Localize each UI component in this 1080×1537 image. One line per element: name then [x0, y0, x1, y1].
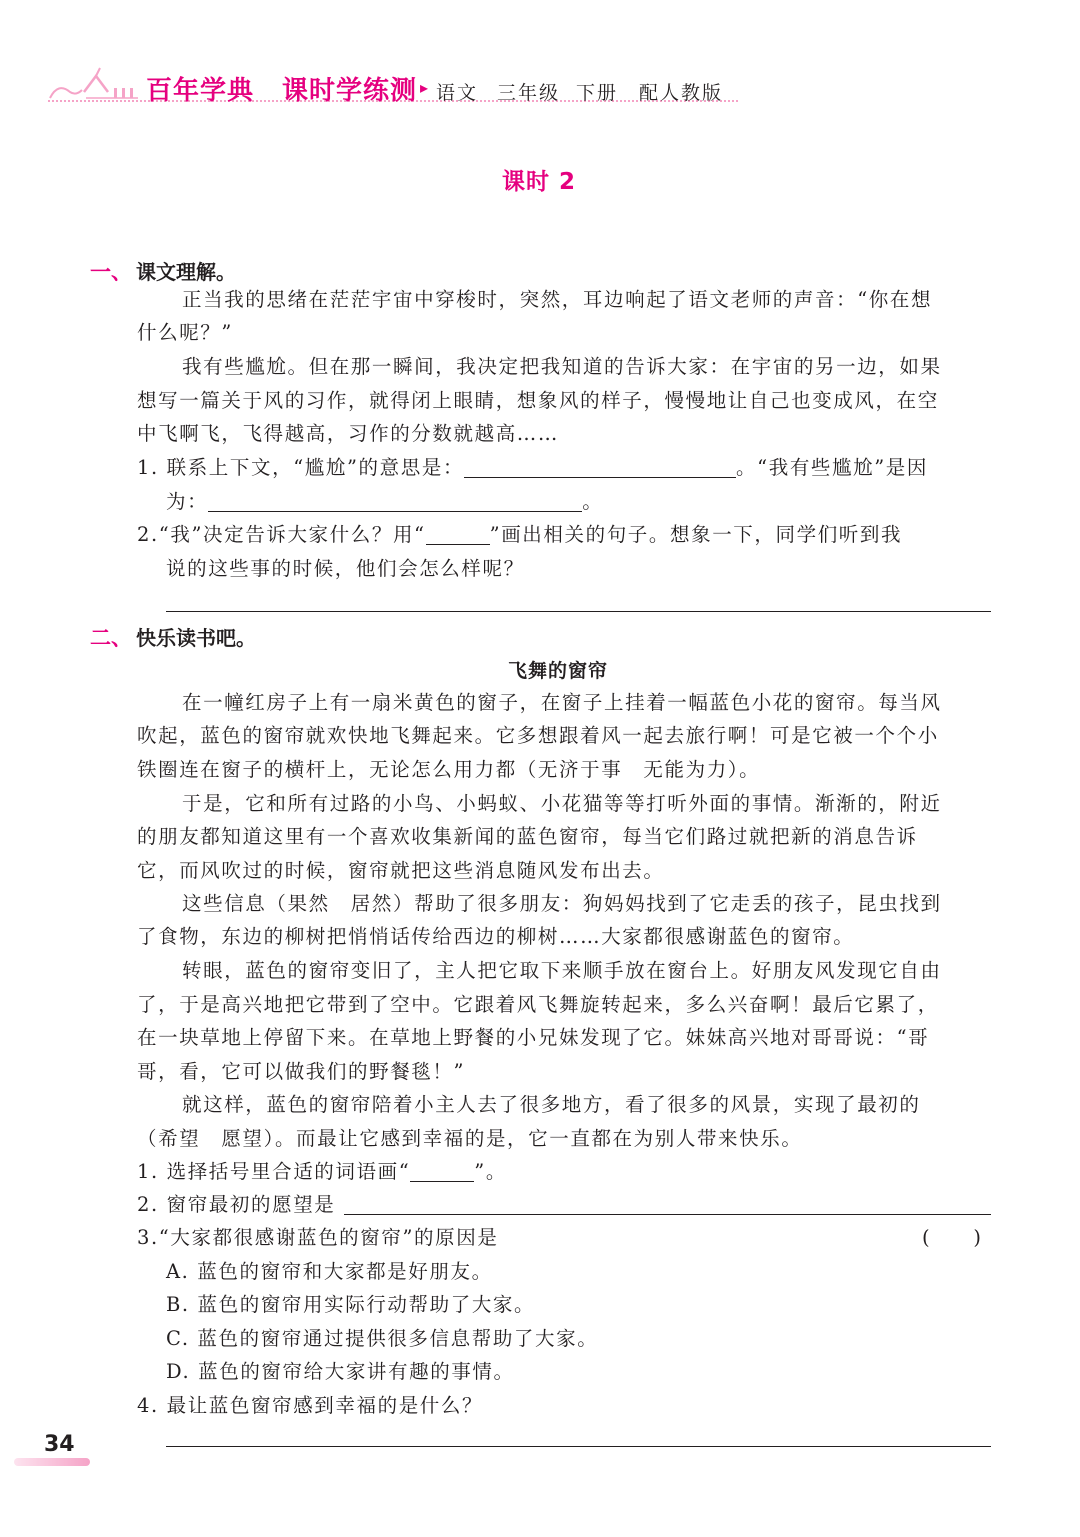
story-line: 了，于是高兴地把它带到了空中。它跟着风飞舞旋转起来，多么兴奋啊！最后它累了， — [137, 993, 939, 1016]
section1-paragraph1-line1: 正当我的思绪在茫茫宇宙中穿梭时，突然，耳边响起了语文老师的声音：“你在想 — [182, 288, 933, 311]
section2-question3: 3.“大家都很感谢蓝色的窗帘”的原因是 — [137, 1226, 499, 1249]
question1-text-a: 1. 联系上下文，“尴尬”的意思是： — [137, 456, 465, 479]
page-number: 34 — [44, 1432, 75, 1457]
header-volume: 下册 — [576, 82, 619, 104]
answer-line-question4[interactable] — [166, 1446, 991, 1447]
section2-question4: 4. 最让蓝色窗帘感到幸福的是什么？ — [137, 1394, 484, 1417]
story-line: 的朋友都知道这里有一个喜欢收集新闻的蓝色窗帘，每当它们路过就把新的消息告诉 — [137, 825, 918, 848]
header-grade: 三年级 — [497, 82, 561, 104]
question2-text-a: 2.“我”决定告诉大家什么？用“ — [137, 523, 426, 546]
story-line: 这些信息（果然 居然）帮助了很多朋友：狗妈妈找到了它走丢的孩子，昆虫找到 — [182, 892, 942, 915]
story-line: 铁圈连在窗子的横杆上，无论怎么用力都（无济于事 无能为力）。 — [137, 758, 761, 781]
story-line: 转眼，蓝色的窗帘变旧了，主人把它取下来顺手放在窗台上。好朋友风发现它自由 — [182, 959, 942, 982]
answer-line-question2[interactable] — [166, 611, 991, 612]
question2-text-b: ”画出相关的句子。想象一下，同学们听到我 — [489, 523, 903, 546]
header-brand: 百年学典 — [146, 76, 255, 106]
header-subject: 语文 — [436, 82, 479, 104]
story-line: （希望 愿望）。而最让它感到幸福的是，它一直都在为别人带来快乐。 — [137, 1127, 803, 1150]
section1-question2-cont: 说的这些事的时候，他们会怎么样呢？ — [166, 557, 525, 580]
header-series: 课时学练测 — [282, 76, 418, 106]
answer-blank-reason[interactable] — [208, 489, 582, 512]
story-line: 于是，它和所有过路的小鸟、小蚂蚁、小花猫等等打听外面的事情。渐渐的，附近 — [182, 792, 942, 815]
section1-question1 — [137, 451, 928, 484]
story-line: 它，而风吹过的时候，窗帘就把这些消息随风发布出去。 — [137, 859, 665, 882]
question1-text-b: 。“我有些尴尬”是因 — [736, 456, 928, 479]
option-b[interactable]: B. 蓝色的窗帘用实际行动帮助了大家。 — [166, 1293, 536, 1316]
section2-number: 二、 — [90, 626, 132, 650]
option-a[interactable]: A. 蓝色的窗帘和大家都是好朋友。 — [166, 1260, 493, 1283]
answer-blank-meaning[interactable] — [464, 455, 736, 478]
story-line: 在一块草地上停留下来。在草地上野餐的小兄妹发现了它。妹妹高兴地对哥哥说：“哥 — [137, 1026, 930, 1049]
section1-paragraph1-line2: 什么呢？” — [137, 321, 233, 344]
underline-sample — [410, 1159, 474, 1182]
header-arrow-icon: ▸ — [420, 78, 429, 97]
header-edition: 配人教版 — [639, 82, 724, 104]
section2-question2: 2. 窗帘最初的愿望是 — [137, 1193, 336, 1216]
section2-question1 — [137, 1155, 507, 1188]
page-number-bar — [14, 1458, 90, 1466]
question1-text-d: 。 — [582, 490, 604, 513]
lesson-title: 课时 2 — [502, 169, 577, 195]
section1-paragraph2-line3: 中飞啊飞，飞得越高，习作的分数就越高…… — [137, 422, 560, 445]
story-line: 了食物，东边的柳树把悄悄话传给西边的柳树……大家都很感谢蓝色的窗帘。 — [137, 925, 855, 948]
s2-question1-text-a: 1. 选择括号里合适的词语画“ — [137, 1160, 411, 1183]
question1-text-c: 为： — [166, 490, 209, 513]
option-c[interactable]: C. 蓝色的窗帘通过提供很多信息帮助了大家。 — [166, 1327, 599, 1350]
story-line: 哥，看，它可以做我们的野餐毯！” — [137, 1060, 466, 1083]
section2-title: 快乐读书吧。 — [136, 626, 256, 650]
story-line: 就这样，蓝色的窗帘陪着小主人去了很多地方，看了很多的风景，实现了最初的 — [182, 1093, 921, 1116]
section1-title: 课文理解。 — [136, 260, 236, 284]
section1-paragraph2-line2: 想写一篇关于风的习作，就得闭上眼睛，想象风的样子，慢慢地让自己也变成风，在空 — [137, 389, 939, 412]
underline-sample — [426, 522, 490, 545]
answer-line-wish[interactable] — [344, 1214, 991, 1215]
answer-paren-question3[interactable]: ( ) — [922, 1226, 983, 1249]
section1-paragraph2-line1: 我有些尴尬。但在那一瞬间，我决定把我知道的告诉大家：在宇宙的另一边，如果 — [182, 355, 942, 378]
story-line: 吹起，蓝色的窗帘就欢快地飞舞起来。它多想跟着风一起去旅行啊！可是它被一个个小 — [137, 724, 939, 747]
option-d[interactable]: D. 蓝色的窗帘给大家讲有趣的事情。 — [166, 1360, 515, 1383]
s2-question1-text-b: ”。 — [474, 1160, 507, 1183]
section1-question1-cont — [166, 485, 603, 518]
story-title: 飞舞的窗帘 — [508, 660, 609, 682]
story-line: 在一幢红房子上有一扇米黄色的窗子，在窗子上挂着一幅蓝色小花的窗帘。每当风 — [182, 691, 942, 714]
section1-question2 — [137, 518, 902, 551]
section1-number: 一、 — [90, 260, 132, 284]
